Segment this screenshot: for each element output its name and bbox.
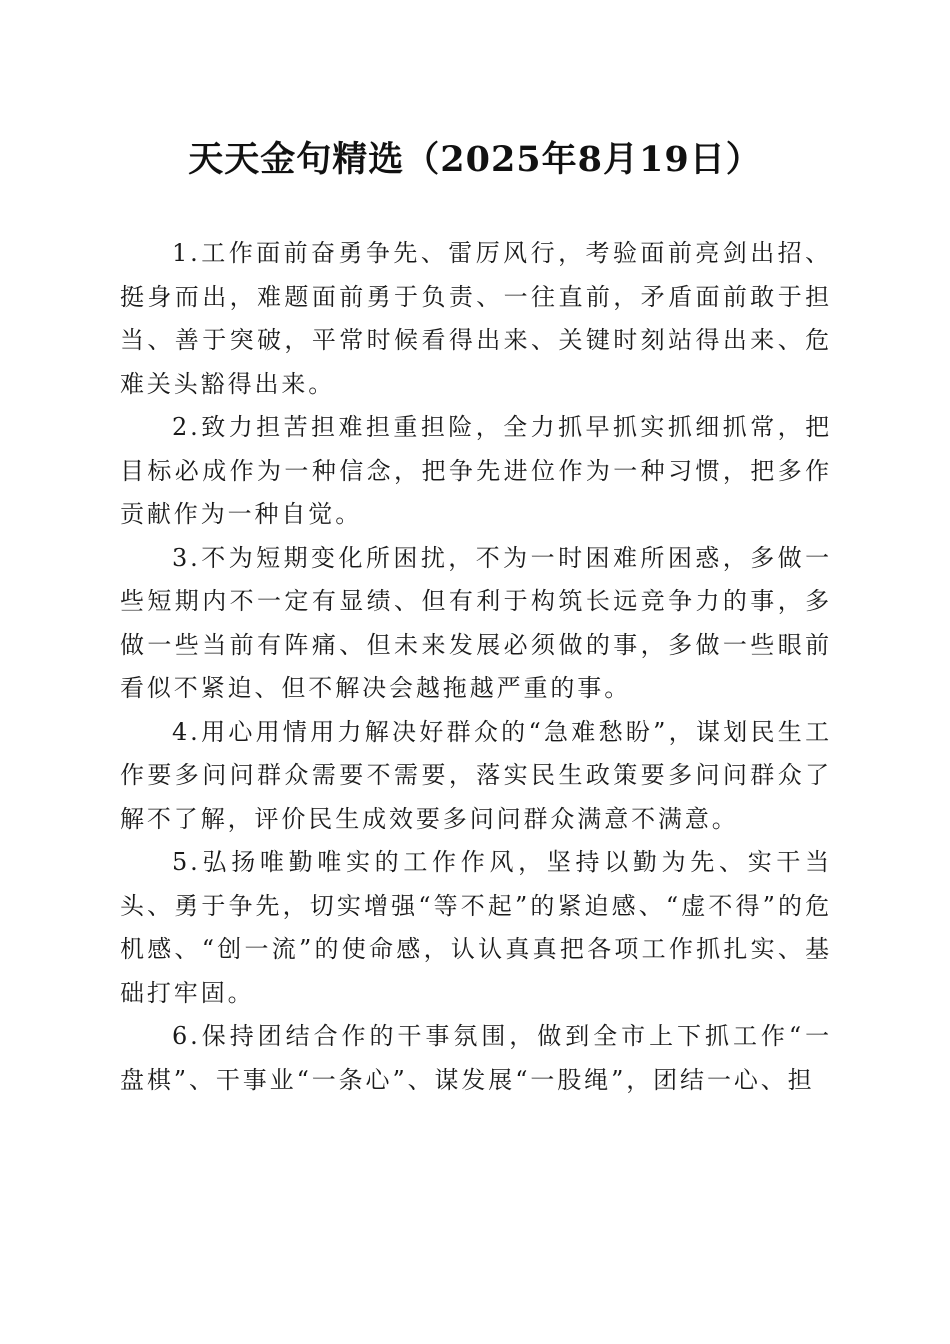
paragraph-5: 5.弘扬唯勤唯实的工作作风，坚持以勤为先、实干当头、勇于争先，切实增强“等不起”的紧迫感、“虚不得”的危机感、“创一流”的使命感，认认真真把各项工作抓扎实、基础打牢固。: [120, 848, 832, 1007]
document-body: [120, 232, 832, 1102]
page-title: 天天金句精选（2025年8月19日）: [188, 139, 762, 180]
paragraph-3: 3.不为短期变化所困扰，不为一时困难所困惑，多做一些短期内不一定有显绩、但有利于构筑长远竞争力的事，多做一些当前有阵痛、但未来发展必须做的事，多做一些眼前看似不紧迫、但不解决会越拖越严重的事。: [120, 543, 832, 702]
paragraph-6: 6.保持团结合作的干事氛围，做到全市上下抓工作“一盘棋”、干事业“一条心”、谋发展“一股绳”，团结一心、担: [120, 1022, 832, 1094]
paragraph-4: 4.用心用情用力解决好群众的“急难愁盼”，谋划民生工作要多问问群众需要不需要，落实民生政策要多问问群众了解不了解，评价民生成效要多问问群众满意不满意。: [120, 717, 832, 833]
paragraph-1: 1.工作面前奋勇争先、雷厉风行，考验面前亮剑出招、挺身而出，难题面前勇于负责、一往直前，矛盾面前敢于担当、善于突破，平常时候看得出来、关键时刻站得出来、危难关头豁得出来。: [120, 239, 832, 398]
paragraph-2: 2.致力担苦担难担重担险，全力抓早抓实抓细抓常，把目标必成作为一种信念，把争先进位作为一种习惯，把多作贡献作为一种自觉。: [120, 413, 832, 528]
